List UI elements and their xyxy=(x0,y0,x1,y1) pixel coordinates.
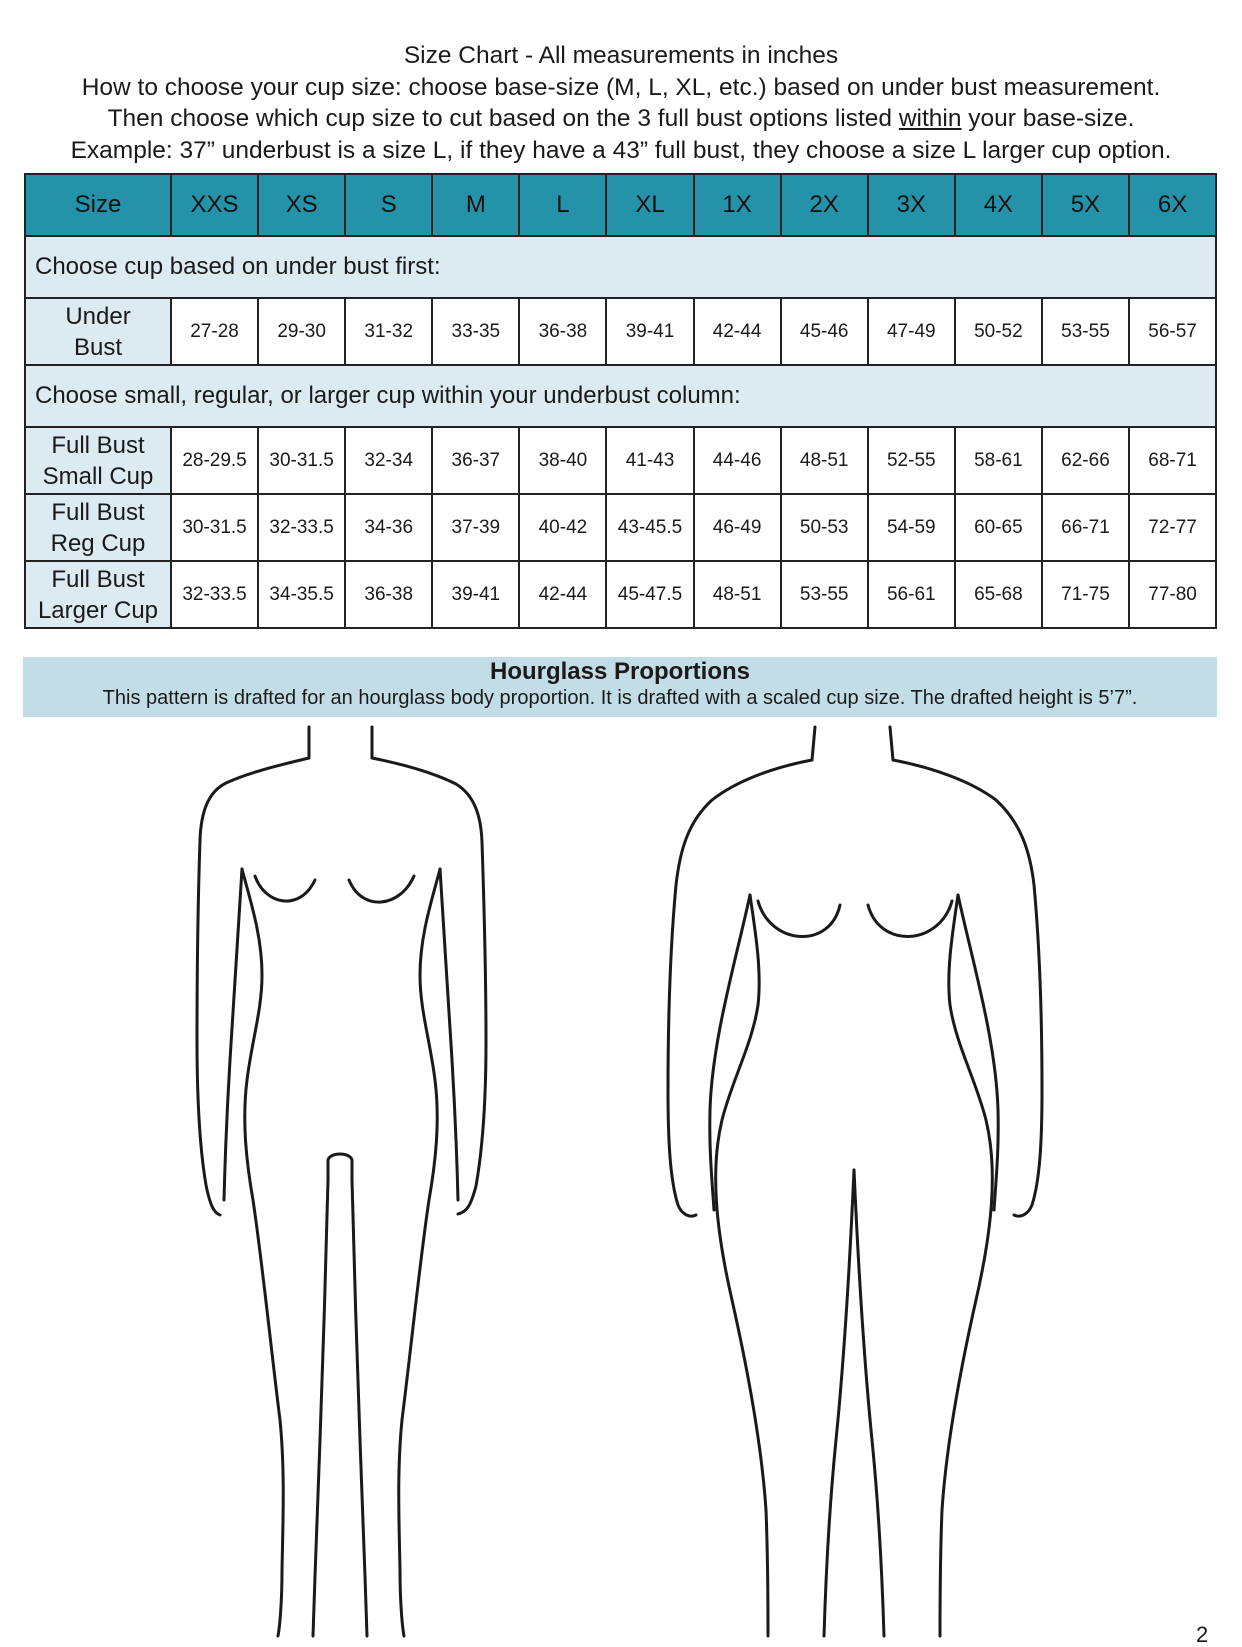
full-bust-cell: 62-66 xyxy=(1042,427,1129,494)
underlined-word: within xyxy=(898,105,962,132)
size-header-cell: M xyxy=(432,174,519,236)
section-label-cup: Choose small, regular, or larger cup within your underbust column: xyxy=(25,365,1216,427)
instruction-line-2: Then choose which cup size to cut based on the 3 full bust options listed within your base-size. xyxy=(107,105,1135,132)
under-bust-cell: 47-49 xyxy=(868,298,955,365)
full-bust-cell: 54-59 xyxy=(868,494,955,561)
under-bust-cell: 50-52 xyxy=(955,298,1042,365)
slim-body-outline xyxy=(197,727,486,1636)
full-bust-cell: 38-40 xyxy=(519,427,606,494)
size-chart-table xyxy=(24,173,1217,629)
size-header-cell: 5X xyxy=(1042,174,1129,236)
full-bust-cell: 28-29.5 xyxy=(171,427,258,494)
full-bust-reg-row xyxy=(25,494,1216,561)
full-bust-cell: 30-31.5 xyxy=(258,427,345,494)
under-bust-cell: 39-41 xyxy=(606,298,693,365)
full-bust-cell: 68-71 xyxy=(1129,427,1216,494)
size-header-cell: 3X xyxy=(868,174,955,236)
full-bust-cell: 48-51 xyxy=(694,561,781,628)
full-bust-cell: 42-44 xyxy=(519,561,606,628)
full-bust-cell: 46-49 xyxy=(694,494,781,561)
under-bust-cell: 56-57 xyxy=(1129,298,1216,365)
under-bust-cell: 45-46 xyxy=(781,298,868,365)
under-bust-cell: 36-38 xyxy=(519,298,606,365)
full-bust-cell: 77-80 xyxy=(1129,561,1216,628)
under-bust-cell: 42-44 xyxy=(694,298,781,365)
full-bust-cell: 58-61 xyxy=(955,427,1042,494)
full-bust-larger-row xyxy=(25,561,1216,628)
under-bust-cell: 29-30 xyxy=(258,298,345,365)
full-bust-cell: 34-35.5 xyxy=(258,561,345,628)
full-bust-cell: 56-61 xyxy=(868,561,955,628)
full-bust-cell: 37-39 xyxy=(432,494,519,561)
full-bust-cell: 43-45.5 xyxy=(606,494,693,561)
full-bust-reg-label: Full Bust Reg Cup xyxy=(25,494,171,561)
under-bust-row xyxy=(25,298,1216,365)
full-bust-cell: 72-77 xyxy=(1129,494,1216,561)
under-bust-cell: 31-32 xyxy=(345,298,432,365)
size-header-cell: 2X xyxy=(781,174,868,236)
full-bust-cell: 36-38 xyxy=(345,561,432,628)
size-header-cell: 6X xyxy=(1129,174,1216,236)
banner-text: This pattern is drafted for an hourglass body proportion. It is drafted with a scaled cup size. The drafted height is 5’7”. xyxy=(102,687,1138,709)
full-bust-small-row xyxy=(25,427,1216,494)
full-bust-cell: 32-33.5 xyxy=(258,494,345,561)
body-silhouettes xyxy=(0,720,1242,1641)
full-bust-cell: 53-55 xyxy=(781,561,868,628)
full-bust-small-label: Full Bust Small Cup xyxy=(25,427,171,494)
section-label-underbust: Choose cup based on under bust first: xyxy=(25,236,1216,298)
instruction-line-1: How to choose your cup size: choose base-size (M, L, XL, etc.) based on under bust measurement. xyxy=(81,73,1161,101)
page-number: 2 xyxy=(1196,1622,1209,1647)
example-line: Example: 37” underbust is a size L, if they have a 43” full bust, they choose a size L larger cup option. xyxy=(70,136,1172,164)
full-bust-cell: 65-68 xyxy=(955,561,1042,628)
full-bust-cell: 60-65 xyxy=(955,494,1042,561)
full-bust-cell: 36-37 xyxy=(432,427,519,494)
full-body-outline xyxy=(668,727,1042,1636)
section-row-cup xyxy=(25,365,1216,427)
full-bust-larger-label: Full Bust Larger Cup xyxy=(25,561,171,628)
banner-title: Hourglass Proportions xyxy=(489,658,751,685)
full-bust-cell: 48-51 xyxy=(781,427,868,494)
full-bust-cell: 30-31.5 xyxy=(171,494,258,561)
under-bust-cell: 33-35 xyxy=(432,298,519,365)
size-header-cell: XS xyxy=(258,174,345,236)
full-bust-cell: 34-36 xyxy=(345,494,432,561)
full-bust-cell: 39-41 xyxy=(432,561,519,628)
full-bust-cell: 44-46 xyxy=(694,427,781,494)
chart-title: Size Chart - All measurements in inches xyxy=(403,42,839,69)
full-bust-cell: 32-33.5 xyxy=(171,561,258,628)
full-bust-cell: 45-47.5 xyxy=(606,561,693,628)
size-header-cell: S xyxy=(345,174,432,236)
under-bust-cell: 27-28 xyxy=(171,298,258,365)
full-bust-cell: 71-75 xyxy=(1042,561,1129,628)
hourglass-banner xyxy=(23,657,1217,717)
section-row-underbust xyxy=(25,236,1216,298)
full-bust-cell: 50-53 xyxy=(781,494,868,561)
full-bust-cell: 52-55 xyxy=(868,427,955,494)
size-header-cell: XXS xyxy=(171,174,258,236)
size-header-cell: 4X xyxy=(955,174,1042,236)
under-bust-label: Under Bust xyxy=(25,298,171,365)
full-bust-cell: 40-42 xyxy=(519,494,606,561)
size-header-cell: 1X xyxy=(694,174,781,236)
intro-text xyxy=(22,40,1220,166)
size-header-label: Size xyxy=(25,174,171,236)
under-bust-cell: 53-55 xyxy=(1042,298,1129,365)
size-header-row xyxy=(25,174,1216,236)
full-bust-cell: 41-43 xyxy=(606,427,693,494)
size-header-cell: XL xyxy=(606,174,693,236)
size-header-cell: L xyxy=(519,174,606,236)
full-bust-cell: 66-71 xyxy=(1042,494,1129,561)
full-bust-cell: 32-34 xyxy=(345,427,432,494)
